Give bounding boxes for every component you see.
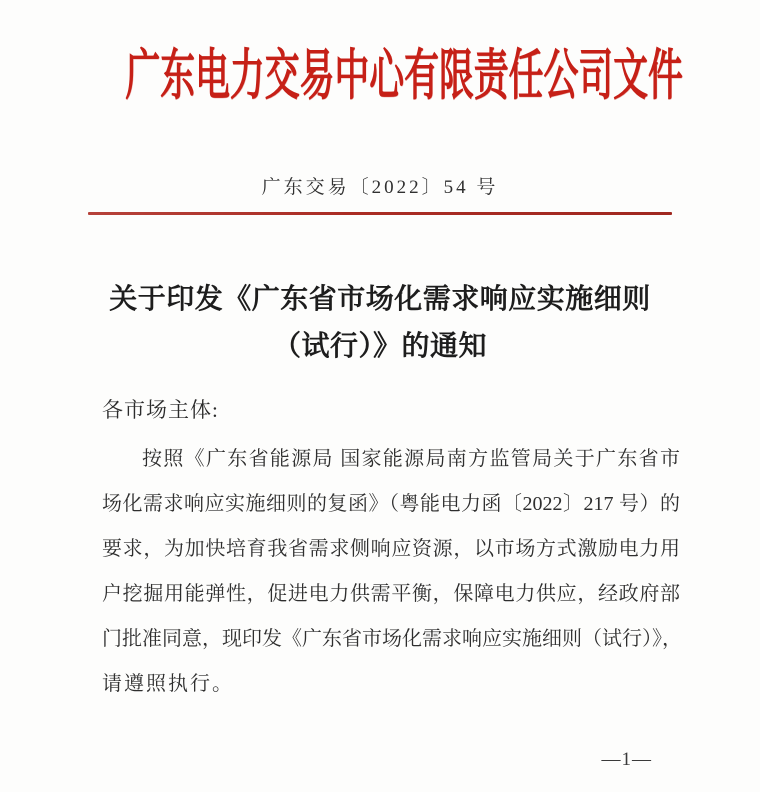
body-line: 场化需求响应实施细则的复函》（粤能电力函〔2022〕217 号）的 (102, 493, 680, 515)
body-paragraph (102, 437, 680, 707)
body-line: 门批准同意，现印发《广东省市场化需求响应实施细则（试行）》， (102, 628, 682, 650)
document-reference-number: 广东交易〔2022〕54 号 (261, 177, 499, 198)
notice-title (0, 276, 760, 370)
body-line: 请遵照执行。 (102, 673, 234, 695)
body-line: 要求，为加快培育我省需求侧响应资源，以市场方式激励电力用 (102, 538, 680, 560)
notice-title-line-2: （试行）》的通知 (272, 331, 487, 362)
notice-title-line-1: 关于印发《广东省市场化需求响应实施细则 (109, 284, 651, 315)
letterhead-title: 广东电力交易中心有限责任公司文件 (125, 46, 683, 107)
page-number: —1— (601, 749, 652, 770)
body-line: 按照《广东省能源局 国家能源局南方监管局关于广东省市 (142, 448, 680, 470)
letterhead-divider-rule (88, 212, 672, 215)
salutation: 各市场主体: (102, 398, 219, 422)
body-line: 户挖掘用能弹性，促进电力供需平衡，保障电力供应，经政府部 (102, 583, 680, 605)
